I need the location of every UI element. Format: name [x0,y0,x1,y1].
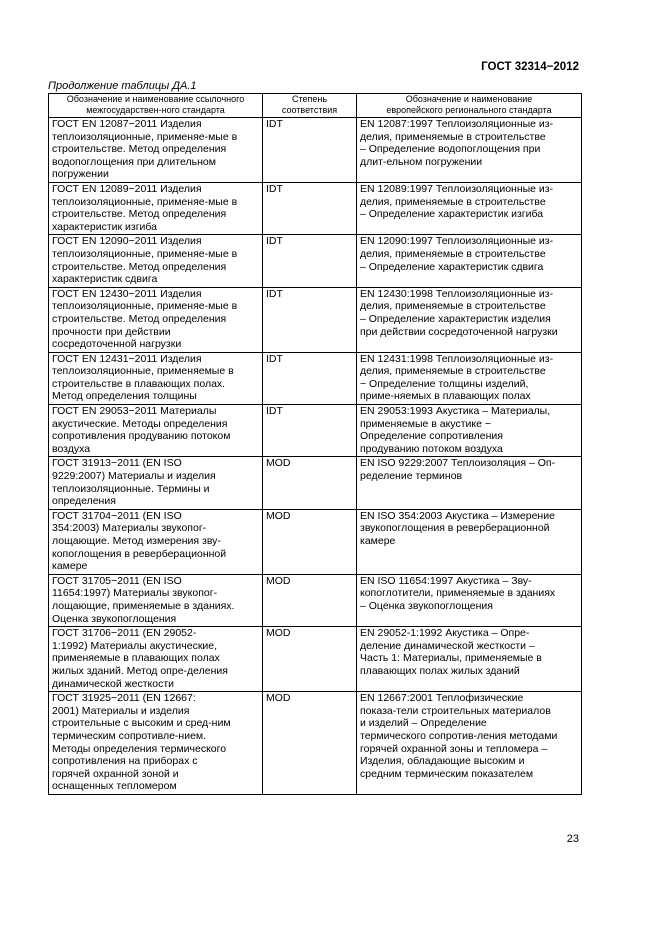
table-header-row [49,94,582,118]
cell-national-standard: ГОСТ 31706−2011 (EN 29052- 1:1992) Материалы акустические, применяемые в плавающих полах жилых зданий. Метод опре-деления динамической жесткости [49,627,263,692]
table-row [49,287,582,352]
table-row [49,182,582,234]
table-caption: Продолжение таблицы ДА.1 [48,80,197,92]
cell-national-standard: ГОСТ EN 12087−2011 Изделия теплоизоляционные, применяе-мые в строительстве. Метод определения водопоглощения при длительном погружении [49,118,263,183]
cell-degree: MOD [263,692,357,795]
cell-degree: IDT [263,182,357,234]
column-header-european: Обозначение и наименование европейского регионального стандарта [357,94,582,118]
column-header-degree: Степень соответствия [263,94,357,118]
table-row [49,235,582,287]
cell-european-standard: EN ISO 11654:1997 Акустика – Зву- копоглотители, применяемые в зданиях – Оценка звукопоглощения [357,574,582,626]
cell-degree: IDT [263,352,357,404]
table-row [49,627,582,692]
cell-degree: MOD [263,574,357,626]
cell-national-standard: ГОСТ EN 12430−2011 Изделия теплоизоляционные, применяе-мые в строительстве. Метод определения прочности при действии сосредоточенной нагрузки [49,287,263,352]
cell-degree: IDT [263,235,357,287]
cell-national-standard: ГОСТ EN 12431−2011 Изделия теплоизоляционные, применяемые в строительстве в плавающих полах. Метод определения толщины [49,352,263,404]
cell-european-standard: EN 29052-1:1992 Акустика – Опре- деление динамической жесткости – Часть 1: Материалы, применяемые в плавающих полах жилых зданий [357,627,582,692]
cell-national-standard: ГОСТ 31925−2011 (EN 12667: 2001) Материалы и изделия строительные с высоким и сред-ним термическим сопротивле-нием. Методы определения термического сопротивления на приборах с горячей охранной зоной и оснащенных тепломером [49,692,263,795]
cell-european-standard: EN ISO 9229:2007 Теплоизоляция – Оп- ределение терминов [357,457,582,509]
table-row [49,118,582,183]
table-row [49,457,582,509]
document-id: ГОСТ 32314−2012 [481,61,579,73]
cell-european-standard: EN 12667:2001 Теплофизические показа-тели строительных материалов и изделий – Определение термического сопротив-ления методами горячей охранной зоны и тепломера – Изделия, обладающие высоким и средним термическим показателем [357,692,582,795]
cell-european-standard: EN 29053:1993 Акустика – Материалы, применяемые в акустике − Определение сопротивления продуванию потоком воздуха [357,405,582,457]
table-row [49,509,582,574]
cell-national-standard: ГОСТ 31705−2011 (EN ISO 11654:1997) Материалы звукопог- лощающие, применяемые в зданиях. Оценка звукопоглощения [49,574,263,626]
cell-european-standard: EN 12087:1997 Теплоизоляционные из- делия, применяемые в строительстве – Определение водопоглощения при длит-ельном погружении [357,118,582,183]
correspondence-table [48,93,582,795]
table-row [49,692,582,795]
cell-european-standard: EN 12430:1998 Теплоизоляционные из- делия, применяемые в строительстве – Определение характеристик изделия при действии сосредоточенной нагрузки [357,287,582,352]
cell-degree: MOD [263,457,357,509]
table-row [49,405,582,457]
cell-national-standard: ГОСТ EN 29053−2011 Материалы акустические. Методы определения сопротивления продуванию потоком воздуха [49,405,263,457]
cell-degree: IDT [263,118,357,183]
table-row [49,574,582,626]
cell-degree: IDT [263,287,357,352]
table-row [49,352,582,404]
cell-national-standard: ГОСТ EN 12090−2011 Изделия теплоизоляционные, применяе-мые в строительстве. Метод определения характеристик сдвига [49,235,263,287]
cell-degree: MOD [263,509,357,574]
cell-european-standard: EN ISO 354:2003 Акустика – Измерение звукопоглощения в реверберационной камере [357,509,582,574]
page-number: 23 [566,833,579,845]
cell-national-standard: ГОСТ 31913−2011 (EN ISO 9229:2007) Материалы и изделия теплоизоляционные. Термины и определения [49,457,263,509]
table-body [49,118,582,795]
column-header-national: Обозначение и наименование ссылочного межгосударствен-ного стандарта [49,94,263,118]
cell-degree: MOD [263,627,357,692]
cell-national-standard: ГОСТ EN 12089−2011 Изделия теплоизоляционные, применяе-мые в строительстве. Метод определения характеристик изгиба [49,182,263,234]
cell-european-standard: EN 12090:1997 Теплоизоляционные из- делия, применяемые в строительстве – Определение характеристик сдвига [357,235,582,287]
cell-national-standard: ГОСТ 31704−2011 (EN ISO 354:2003) Материалы звукопог- лощающие. Метод измерения зву- копоглощения в реверберационной камере [49,509,263,574]
cell-european-standard: EN 12089:1997 Теплоизоляционные из- делия, применяемые в строительстве – Определение характеристик изгиба [357,182,582,234]
cell-degree: IDT [263,405,357,457]
cell-european-standard: EN 12431:1998 Теплоизоляционные из- делия, применяемые в строительстве − Определение толщины изделий, приме-няемых в плавающих полах [357,352,582,404]
